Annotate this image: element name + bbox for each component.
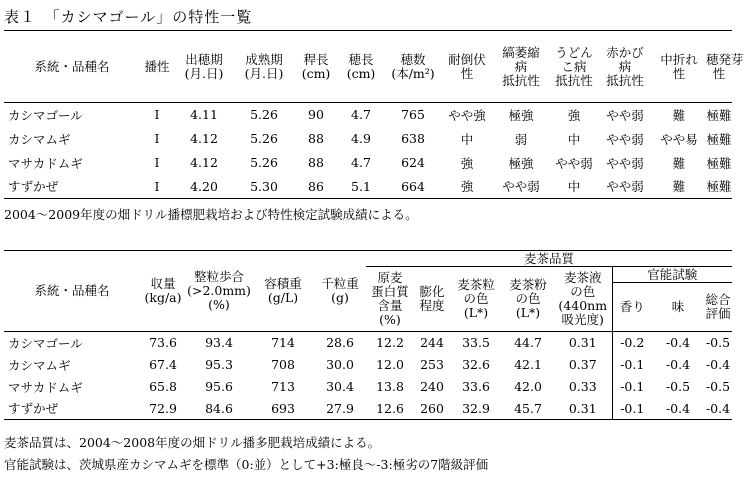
table-cell: 4.7 [351,155,371,170]
col-protein [366,267,414,332]
col-aroma-label: 香り [619,299,645,314]
table-cell: 664 [384,175,442,199]
table1-header-cell: 系統・品種名 [4,31,140,103]
table-cell: 93.4 [205,335,233,351]
table-cell: 4.12 [190,131,218,146]
table-title: 表１ 「カシマゴール」の特性一覧 [4,8,253,26]
table-cell: Ⅰ [140,175,174,199]
table-cell: 30.4 [326,379,354,394]
table-cell: 624 [401,155,425,170]
table-cell: 極強 [508,155,534,171]
variety-name-cell: すずかぜ [4,175,140,199]
table-cell: 弱 [514,131,528,147]
table-cell: 73.6 [149,335,177,351]
table-cell: 765 [401,107,425,123]
table-cell: やや易 [660,131,698,147]
group-header-sensory: 官能試験 [612,267,732,283]
table-row [4,332,732,354]
table-cell: Ⅰ [154,107,160,123]
table-cell: 88 [308,155,324,170]
col-yield [140,251,186,332]
table-cell: やや弱 [606,131,644,147]
table-row [4,398,732,420]
group-header-barley-tea: 麦茶品質 [366,251,732,267]
table-cell: やや弱 [606,107,644,123]
table1-header-cell: うどん こ病 抵抗性 [550,31,598,103]
table-cell: 0.31 [554,398,612,420]
table-cell: 95.3 [205,357,233,372]
table-cell: -0.4 [652,398,704,420]
table2-note-2: 官能試験は、茨城県産カシマムギを標準（0:並）として+3:極良～-3:極劣の7階級評価 [4,457,489,472]
table-cell: 極難 [706,175,732,199]
table-row [4,175,732,199]
table-row [4,376,732,398]
variety-name-cell: カシマゴール [8,107,83,123]
table-cell: 708 [271,357,295,372]
col-liquid-color-label: 麦茶液 の色 (440nm 吸光度) [558,270,608,327]
table-cell: 33.6 [462,379,490,394]
table-cell: 難 [672,107,686,123]
table-cell: -0.4 [665,335,691,351]
table-cell: 5.26 [250,107,278,123]
table-cell: 33.5 [462,335,490,351]
table-cell: 0.33 [568,379,597,394]
table-cell: 693 [252,398,314,420]
table1-header-row [4,31,732,103]
table-cell: 42.1 [514,357,542,372]
table-cell: -0.4 [665,357,691,372]
table1-note: 2004～2009年度の畑ドリル播標肥栽培および特性検定試験成績による。 [4,207,418,222]
table-cell: 42.0 [514,379,542,394]
table-cell: 強 [442,175,492,199]
col-aroma [612,283,652,332]
variety-name-cell: マサカドムギ [8,379,83,395]
table-cell: -0.5 [705,379,731,394]
variety-name-cell: カシマゴール [8,335,83,351]
col-powder-color [502,267,554,332]
table-cell: -0.4 [704,398,732,420]
table-cell: 240 [420,379,444,394]
table-cell: -0.5 [665,379,691,394]
table-cell: 0.37 [568,357,597,372]
col-overall-label: 総合 評価 [705,292,731,321]
table-cell: 中 [550,175,598,199]
table-cell: 95.6 [205,379,233,394]
table-cell: 253 [420,357,444,372]
col-expansion-label: 膨化 程度 [419,284,445,313]
table-cell: -0.1 [612,398,652,420]
table-cell: 4.9 [351,131,371,146]
col-grain-ratio [186,251,252,332]
table-cell: 難 [672,155,686,171]
table-row [4,127,732,151]
col-thousand-weight-label: 千粒重 (g) [321,276,359,305]
table-cell: 強 [567,107,581,123]
table-cell: 4.12 [190,155,218,170]
col-expansion [414,267,450,332]
characteristics-table [4,30,744,199]
col-taste [652,283,704,332]
table2-note-1: 麦茶品質は、2004～2008年度の畑ドリル播多肥栽培成績による。 [4,435,381,450]
table-cell: 難 [652,175,706,199]
table1-header-cell: 播性 [140,31,174,103]
table-cell: 72.9 [140,398,186,420]
table-cell: 4.11 [190,107,218,123]
col-overall [704,283,732,332]
table-cell: 極難 [706,155,732,171]
table-cell: 260 [414,398,450,420]
table-cell: 86 [294,175,338,199]
table-cell: 極難 [706,107,732,123]
col-name-label: 系統・品種名 [34,283,110,298]
table-cell: 28.6 [326,335,354,351]
table-cell: -0.4 [705,357,731,372]
variety-name-cell: カシマムギ [8,357,71,373]
table-cell: 中 [460,131,474,147]
table-cell: -0.5 [705,335,731,351]
table1-header-cell: 穂長 (cm) [338,31,384,103]
col-grain-color-label: 麦茶粒 の色 (L*) [457,277,495,320]
table-cell: 4.7 [351,107,371,123]
table-cell: 65.8 [149,379,177,394]
table-cell: 0.31 [568,335,597,351]
barley-tea-quality-table [4,250,732,420]
table-cell: 12.0 [376,357,404,372]
table-cell: 5.1 [338,175,384,199]
table-cell: 極強 [508,107,534,123]
table1-header-cell: 中折れ 性 [652,31,706,103]
table1-header-cell: 出穂期 (月.日) [174,31,234,103]
table-cell: 27.9 [314,398,366,420]
table-cell: 32.9 [450,398,502,420]
table-cell: 714 [271,335,295,351]
table-cell: Ⅰ [154,131,160,146]
table-cell: やや弱 [598,175,652,199]
table1-header-cell: 穂数 (本/m²) [384,31,442,103]
table-cell: 13.8 [376,379,404,394]
table-cell: 244 [420,335,444,351]
variety-name-cell: マサカドムギ [8,155,83,171]
table-cell: 32.6 [462,357,490,372]
table-cell: -0.1 [612,376,652,398]
table-cell: 12.6 [366,398,414,420]
table-cell: 4.20 [174,175,234,199]
table1-header-cell: 稈長 (cm) [294,31,338,103]
table-cell: -0.1 [612,354,652,376]
col-grain-ratio-label: 整粒歩合 (>2.0mm) (%) [187,269,251,312]
table-row [4,354,732,376]
table-cell: やや弱 [492,175,550,199]
col-liquid-color [554,267,612,332]
table-row [4,151,732,175]
col-volume-weight [252,251,314,332]
table-cell: 88 [308,131,324,146]
table-cell: 12.2 [376,335,404,351]
table-cell: 5.30 [234,175,294,199]
table1-header-cell: 耐倒伏 性 [442,31,492,103]
table-cell: 強 [460,155,474,171]
col-powder-color-label: 麦茶粉 の色 (L*) [509,277,547,320]
col-protein-label: 原麦 蛋白質 含量 (%) [371,270,409,327]
table-cell: 44.7 [514,335,542,351]
col-yield-label: 収量 (kg/a) [144,276,182,305]
col-grain-color [450,267,502,332]
table1-header-cell: 穂発芽 性 [706,31,732,103]
col-taste-label: 味 [671,299,685,314]
table-cell: やや強 [448,107,486,123]
table-cell: Ⅰ [154,155,160,170]
table-cell: 45.7 [502,398,554,420]
table1-header-cell: 赤かび 病 抵抗性 [598,31,652,103]
table1-header-cell: 成熟期 (月.日) [234,31,294,103]
col-name [4,251,140,332]
table-cell: やや弱 [606,155,644,171]
table-cell: -0.2 [612,332,652,354]
table1-header-cell: 縞萎縮 病 抵抗性 [492,31,550,103]
variety-name-cell: カシマムギ [8,131,71,147]
col-volume-weight-label: 容積重 (g/L) [264,276,302,305]
table-row [4,103,732,127]
variety-name-cell: すずかぜ [4,398,140,420]
table-cell: 84.6 [186,398,252,420]
table-cell: やや弱 [555,155,593,171]
table-cell: 638 [401,131,425,146]
table-cell: 90 [308,107,324,123]
table-cell: 5.26 [250,155,278,170]
table-cell: 中 [567,131,581,147]
table-cell: 30.0 [326,357,354,372]
col-thousand-weight [314,251,366,332]
table-cell: 67.4 [149,357,177,372]
table-cell: 713 [271,379,295,394]
table-cell: 極難 [706,131,732,147]
table-cell: 5.26 [250,131,278,146]
